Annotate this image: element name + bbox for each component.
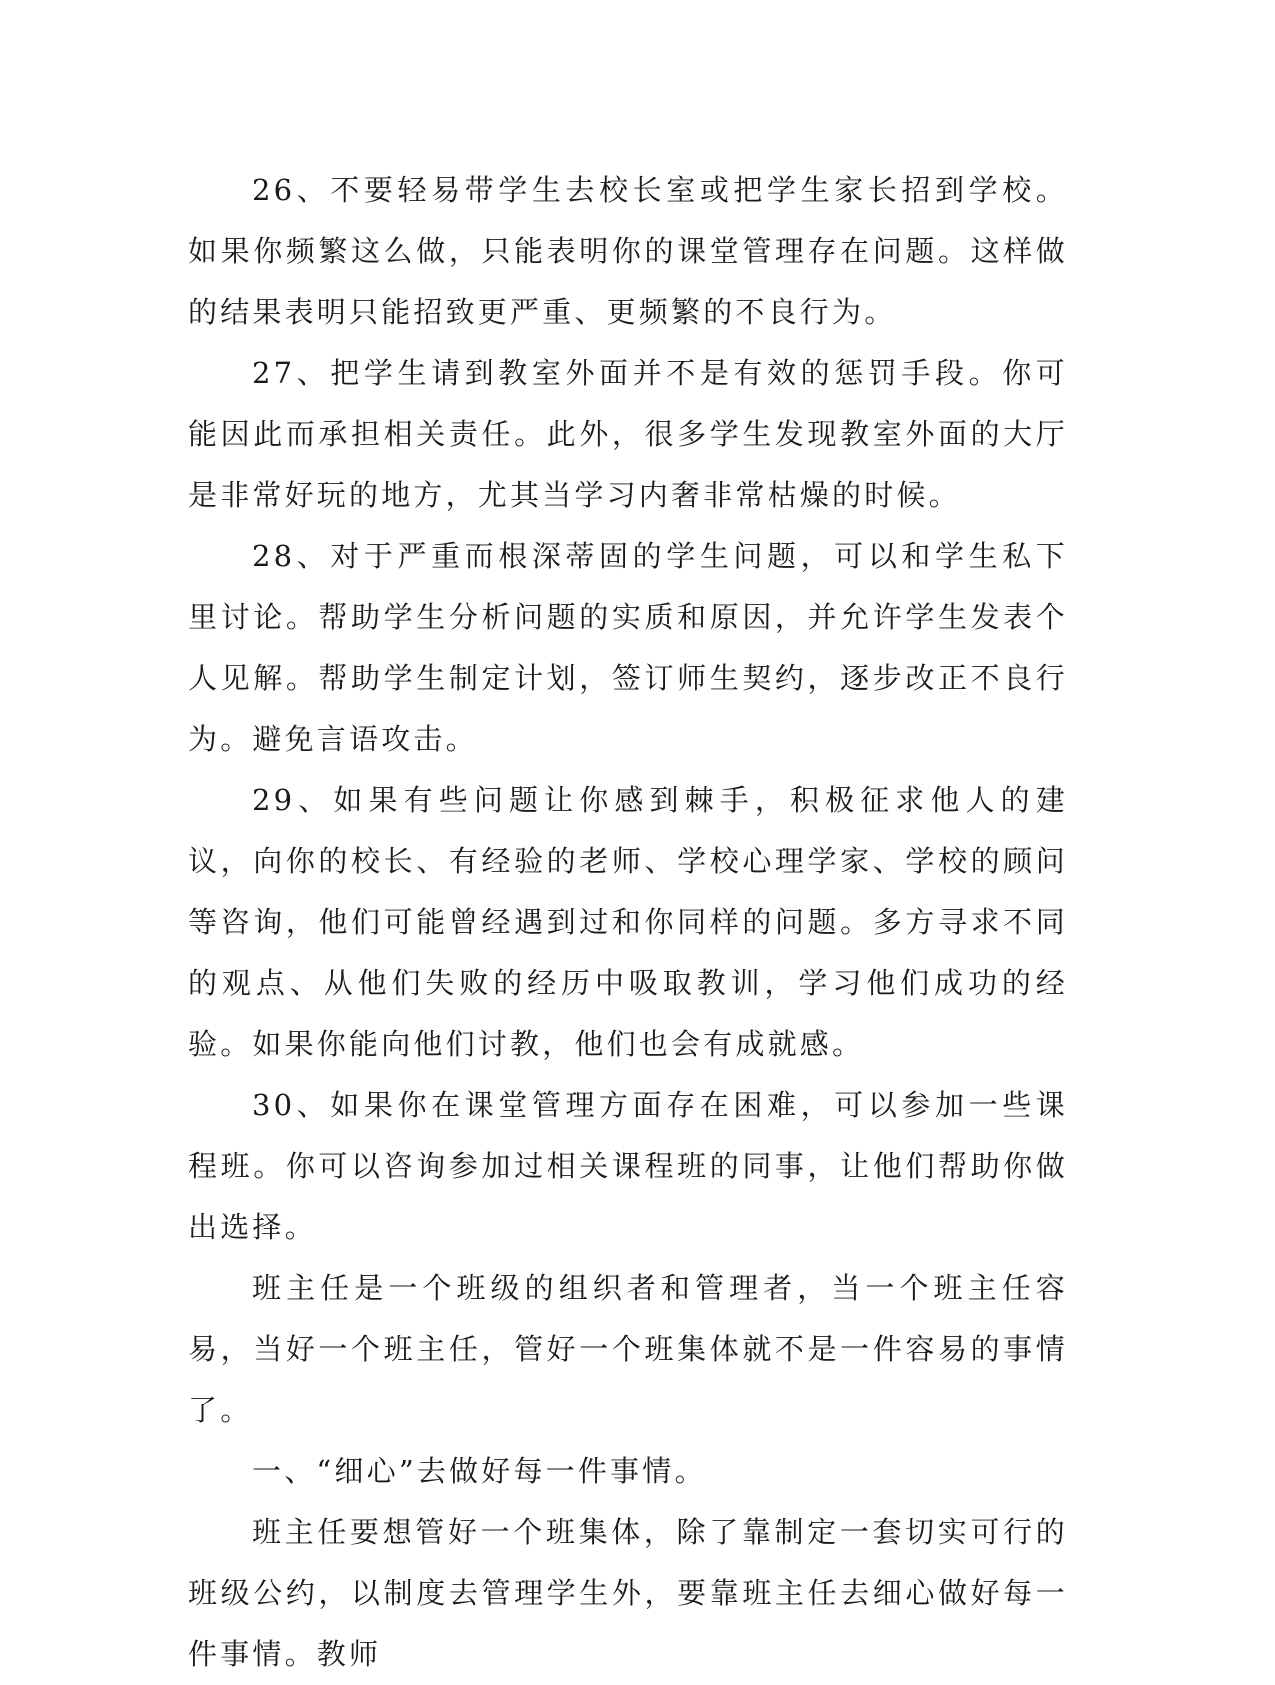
paragraph-item-26: 26、不要轻易带学生去校长室或把学生家长招到学校。如果你频繁这么做，只能表明你的课堂管理存在问题。这样做的结果表明只能招致更严重、更频繁的不良行为。 [188, 173, 1068, 329]
paragraph-item-27: 27、把学生请到教室外面并不是有效的惩罚手段。你可能因此而承担相关责任。此外，很多学生发现教室外面的大厅是非常好玩的地方，尤其当学习内奢非常枯燥的时候。 [188, 356, 1068, 512]
paragraph-head-teacher-intro: 班主任是一个班级的组织者和管理者，当一个班主任容易，当好一个班主任，管好一个班集体就不是一件容易的事情了。 [188, 1271, 1068, 1427]
paragraph-item-30: 30、如果你在课堂管理方面存在困难，可以参加一些课程班。你可以咨询参加过相关课程班的同事，让他们帮助你做出选择。 [188, 1088, 1068, 1244]
paragraph-item-28: 28、对于严重而根深蒂固的学生问题，可以和学生私下里讨论。帮助学生分析问题的实质和原因，并允许学生发表个人见解。帮助学生制定计划，签订师生契约，逐步改正不良行为。避免言语攻击。 [188, 539, 1068, 756]
paragraph-head-teacher-management: 班主任要想管好一个班集体，除了靠制定一套切实可行的班级公约，以制度去管理学生外，要靠班主任去细心做好每一件事情。教师 [188, 1515, 1068, 1671]
section-heading-careful: 一、“细心”去做好每一件事情。 [252, 1454, 707, 1488]
document-body [188, 160, 1068, 1685]
paragraph-item-29: 29、如果有些问题让你感到棘手，积极征求他人的建议，向你的校长、有经验的老师、学校心理学家、学校的顾问等咨询，他们可能曾经遇到过和你同样的问题。多方寻求不同的观点、从他们失败的经历中吸取教训，学习他们成功的经验。如果你能向他们讨教，他们也会有成就感。 [188, 783, 1068, 1061]
